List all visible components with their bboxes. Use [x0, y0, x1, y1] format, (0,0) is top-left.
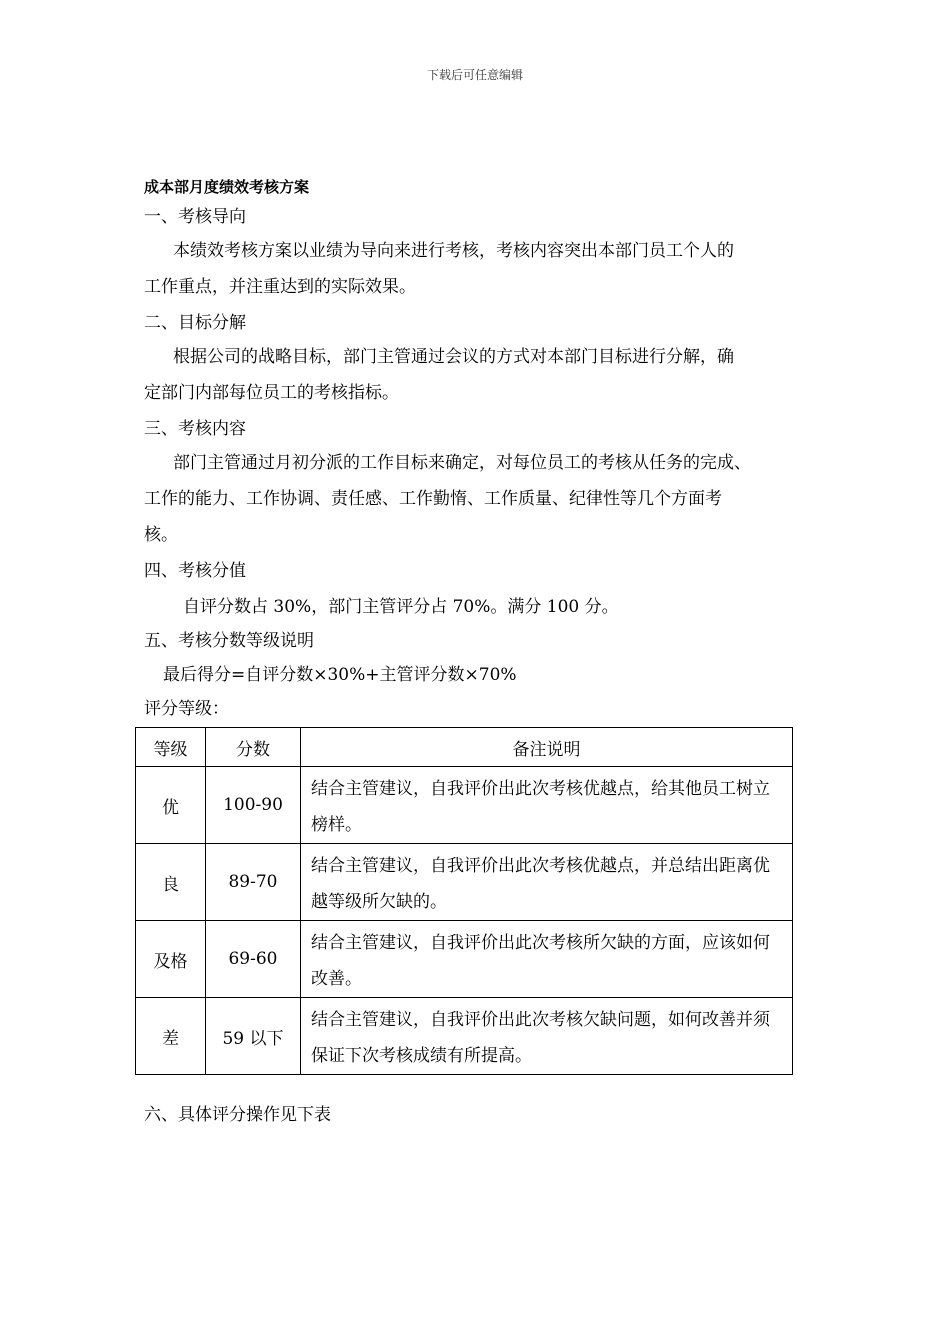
table-row — [136, 921, 793, 998]
table-row — [136, 767, 793, 844]
section-1-text: 工作重点，并注重达到的实际效果。 — [144, 277, 416, 297]
note-cell: 结合主管建议，自我评价出此次考核优越点，给其他员工树立榜样。 — [301, 767, 793, 844]
table-header-score: 分数 — [206, 728, 301, 767]
grade-label: 评分等级： — [144, 699, 229, 719]
grade-table — [135, 727, 793, 1075]
section-3-text: 工作的能力、工作协调、责任感、工作勤惰、工作质量、纪律性等几个方面考 — [144, 489, 722, 509]
score-cell: 100-90 — [206, 767, 301, 844]
section-2-heading: 二、目标分解 — [144, 313, 246, 333]
section-3-text: 部门主管通过月初分派的工作目标来确定，对每位员工的考核从任务的完成、 — [173, 453, 751, 473]
table-row — [136, 998, 793, 1075]
note-cell: 结合主管建议，自我评价出此次考核所欠缺的方面，应该如何改善。 — [301, 921, 793, 998]
section-3-heading: 三、考核内容 — [144, 419, 246, 439]
table-header-row — [136, 728, 793, 767]
grade-cell: 良 — [136, 844, 206, 921]
score-cell: 89-70 — [206, 844, 301, 921]
table-header-note: 备注说明 — [301, 728, 793, 767]
grade-cell: 优 — [136, 767, 206, 844]
section-3-text: 核。 — [144, 525, 178, 545]
page-header: 下载后可任意编辑 — [426, 68, 523, 82]
section-1-text: 本绩效考核方案以业绩为导向来进行考核，考核内容突出本部门员工个人的 — [173, 241, 734, 261]
section-6-heading: 六、具体评分操作见下表 — [144, 1105, 331, 1125]
table-header-grade: 等级 — [136, 728, 206, 767]
note-cell: 结合主管建议，自我评价出此次考核优越点，并总结出距离优越等级所欠缺的。 — [301, 844, 793, 921]
score-cell: 69-60 — [206, 921, 301, 998]
section-1-heading: 一、考核导向 — [144, 207, 246, 227]
grade-cell: 及格 — [136, 921, 206, 998]
grade-cell: 差 — [136, 998, 206, 1075]
document-title: 成本部月度绩效考核方案 — [144, 178, 310, 196]
table-row — [136, 844, 793, 921]
note-cell: 结合主管建议，自我评价出此次考核欠缺问题，如何改善并须保证下次考核成绩有所提高。 — [301, 998, 793, 1075]
score-formula: 最后得分=自评分数×30%+主管评分数×70% — [163, 665, 517, 685]
section-2-text: 定部门内部每位员工的考核指标。 — [144, 383, 399, 403]
section-5-heading: 五、考核分数等级说明 — [144, 631, 314, 651]
section-4-text: 自评分数占 30%，部门主管评分占 70%。满分 100 分。 — [183, 597, 619, 617]
section-4-heading: 四、考核分值 — [144, 561, 246, 581]
score-cell: 59 以下 — [206, 998, 301, 1075]
section-2-text: 根据公司的战略目标，部门主管通过会议的方式对本部门目标进行分解，确 — [173, 347, 734, 367]
